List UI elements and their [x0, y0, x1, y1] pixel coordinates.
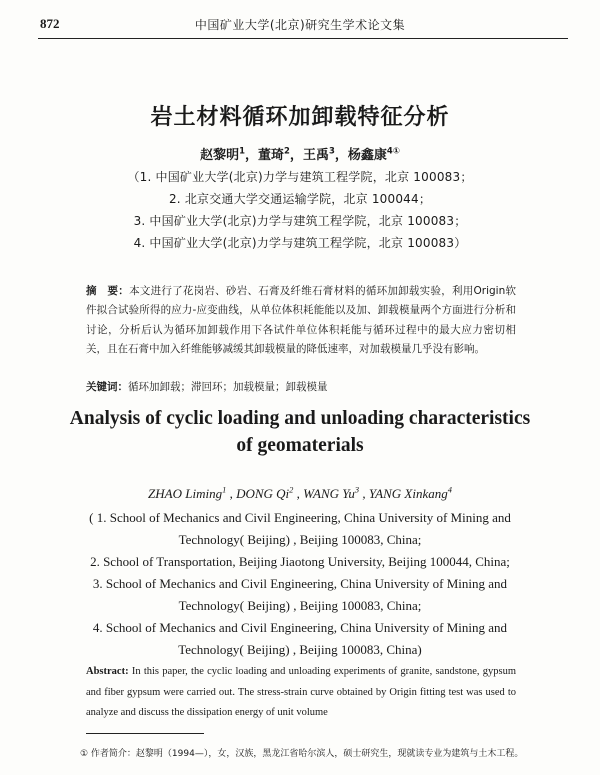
footnote-rule [86, 733, 204, 734]
affiliation-cn: 3. 中国矿业大学(北京)力学与建筑工程学院，北京 100083； [133, 214, 467, 228]
abstract-cn-label: 摘 要： [86, 285, 130, 297]
author-cn: 王禹$^3$ [302, 145, 335, 163]
abstract-cn [86, 282, 516, 359]
affiliation-en: Technology( Beijing) , Beijing 100083, China; [178, 598, 422, 613]
page-number: 872 [40, 16, 60, 31]
abstract-cn-text: 本文进行了花岗岩、砂岩、石膏及纤维石膏材料的循环加卸载实验，利用Origin软件拟合试验所得的应力-应变曲线，从单位体积耗能能以及加、卸载模量两个方面进行分析和讨论，分析后认为循环加卸载作用下各试件单位体积耗能与循环过程中的最大应力密切相关，且在石膏中加入纤维能够减缓其卸载模量的降低速率，对加载模量几乎没有影响。 [86, 285, 517, 355]
keywords-cn-label: 关键词： [86, 381, 128, 393]
author-cn: 杨鑫康$^{4①}$ [347, 145, 400, 163]
affiliation-en: ( 1. School of Mechanics and Civil Engineering, China University of Mining and [89, 510, 511, 525]
affiliation-en: Technology( Beijing) , Beijing 100083, China) [178, 642, 422, 657]
affiliation-en: 4. School of Mechanics and Civil Engineering, China University of Mining and [92, 620, 508, 635]
authors-cn: 赵黎明$^1$，董琦$^2$，王禹$^3$，杨鑫康$^{4①}$ [200, 145, 400, 163]
abstract-en-text: In this paper, the cyclic loading and unloading experiments of granite, sandstone, gypsum and fiber gypsum were carried out. The stress-strain curve obtained by Origin fitting test was used to analyze and discuss the dissipation energy of unit volume [86, 666, 516, 718]
footnote: ① 作者简介：赵黎明（1994—），女，汉族，黑龙江省哈尔滨人，硕士研究生，现就读专业为建筑与土木工程。 [80, 749, 524, 759]
paper-title-en [0, 405, 600, 459]
affiliation-cn: 2. 北京交通大学交通运输学院，北京 100044； [168, 192, 432, 206]
journal-header: 中国矿业大学(北京)研究生学术论文集 [194, 18, 406, 32]
paper-title-en-line: of geomaterials [236, 435, 364, 456]
keywords-cn-text: 循环加卸载；滞回环；加载模量；卸载模量 [128, 381, 328, 393]
affiliation-en: 3. School of Mechanics and Civil Engineering, China University of Mining and [92, 576, 508, 591]
paper-title-en-line: Analysis of cyclic loading and unloading characteristics [69, 408, 531, 429]
abstract-en-label: Abstract: [86, 666, 129, 677]
header-rule [38, 38, 568, 39]
affiliation-cn: 4. 中国矿业大学(北京)力学与建筑工程学院，北京 100083） [133, 236, 467, 250]
author-en: DONG Qi$^2$ [236, 484, 294, 501]
keywords-cn [86, 379, 516, 394]
affiliation-en: Technology( Beijing) , Beijing 100083, China; [178, 532, 422, 547]
author-en: WANG Yu$^3$ [303, 484, 360, 501]
authors-en: ZHAO Liming$^1$ , DONG Qi$^2$ , WANG Yu$^3$ , YANG Xinkang$^4$ [148, 484, 452, 501]
abstract-en [86, 662, 516, 724]
author-cn: 董琦$^2$ [258, 145, 290, 163]
author-cn: 赵黎明$^1$ [200, 145, 246, 163]
affiliation-cn: （1. 中国矿业大学(北京)力学与建筑工程学院，北京 100083； [127, 170, 473, 184]
author-en: YANG Xinkang$^4$ [368, 484, 452, 501]
author-en: ZHAO Liming$^1$ [148, 484, 227, 501]
paper-title-cn: 岩土材料循环加卸载特征分析 [150, 105, 450, 130]
affiliation-en: 2. School of Transportation, Beijing Jiaotong University, Beijing 100044, China; [90, 554, 510, 569]
